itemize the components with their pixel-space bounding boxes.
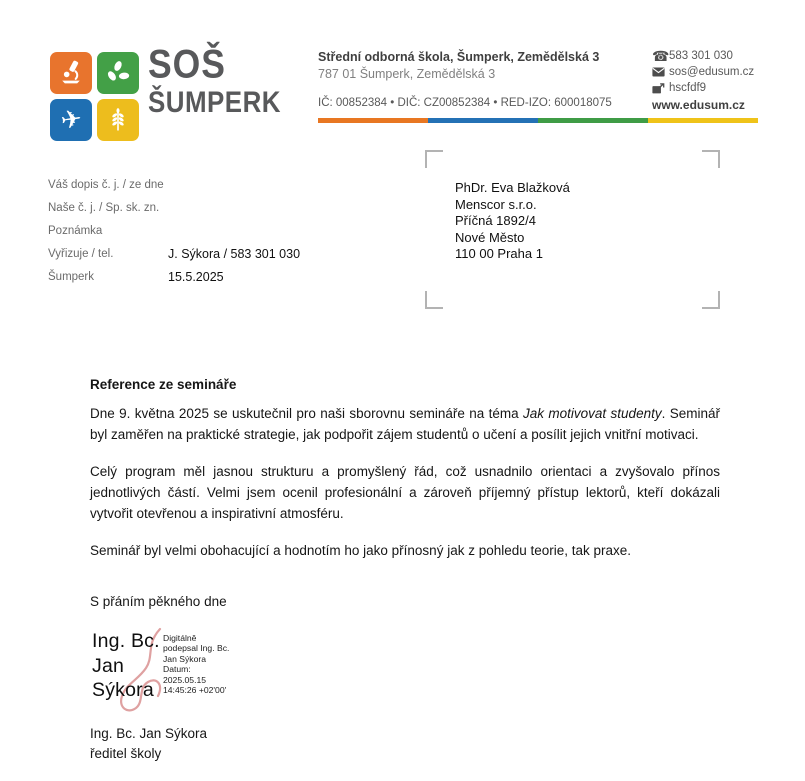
stamp-detail-line: Digitálně <box>163 633 197 643</box>
signer-role: ředitel školy <box>90 746 162 761</box>
paragraph-1-text: . Seminář byl zaměřen na praktické strategie, jak podpořit zájem studentů o učení a posílit jejich vnitřní motivaci. <box>90 406 720 442</box>
email-icon <box>652 67 669 77</box>
paragraph-2: Celý program měl jasnou strukturu a promyšlený řád, což usnadnilo orientaci a zvyšovalo přínos jednotlivých částí. Velmi jsem ocenil profesionální a zároveň příjemný přístup lektorů, kteří dokázali vytvořit otevřenou a inspirativní atmosféru. <box>90 464 720 521</box>
meta-row-sumperk-date <box>48 271 378 294</box>
paragraph-1-text: Dne 9. května 2025 se uskutečnil pro naši sborovnu semináře na téma <box>90 406 524 421</box>
brand-color-bar <box>318 118 758 123</box>
databox-id: hscfdf9 <box>669 82 707 94</box>
meta-value: J. Sýkora / 583 301 030 <box>168 247 301 261</box>
logo-title-line2: ŠUMPERK <box>148 85 281 119</box>
phone-icon: ☎ <box>652 48 670 64</box>
school-info <box>318 49 599 83</box>
stamp-detail-line: 14:45:26 +02'00' <box>163 685 227 696</box>
paragraph-1-italic: Jak motivovat studenty <box>523 406 662 421</box>
meta-label: Vyřizuje / tel. <box>48 248 114 260</box>
address-window-corner-bottom-left <box>425 291 443 309</box>
paragraph-1 <box>90 403 720 445</box>
paragraph-3: Seminář byl velmi obohacující a hodnotím ho jako přínosný jak z pohledu teorie, tak praxe. <box>90 543 632 558</box>
contact-phone-row <box>652 48 754 64</box>
stamp-name <box>92 629 160 703</box>
signer-name: Ing. Bc. Jan Sýkora <box>90 726 208 741</box>
stamp-name-line: Ing. Bc. <box>92 630 160 652</box>
wheat-icon <box>104 106 132 134</box>
airplane-icon: ✈ <box>58 104 84 135</box>
recipient-line: Menscor s.r.o. <box>455 196 537 212</box>
meta-row-nase-cj <box>48 202 378 225</box>
contact-email-row <box>652 64 754 80</box>
meta-label: Šumperk <box>48 271 95 283</box>
address-window-corner-top-left <box>425 150 443 168</box>
stamp-name-line: Sýkora <box>92 679 154 701</box>
closing-line: S přáním pěkného dne <box>90 594 227 609</box>
address-window-corner-bottom-right <box>702 291 720 309</box>
recipient-line: Příčná 1892/4 <box>455 213 536 228</box>
signer-block <box>90 724 207 764</box>
recipient-address <box>455 180 570 263</box>
address-window-corner-top-right <box>702 150 720 168</box>
meta-row-poznamka <box>48 225 378 248</box>
school-ids: IČ: 00852384 • DIČ: CZ00852384 • RED-IZO: 600018075 <box>318 97 612 109</box>
meta-row-vas-dopis <box>48 179 378 202</box>
recipient-line: Nové Město <box>455 229 525 245</box>
databox-icon <box>652 83 669 94</box>
logo-tile-airplane <box>50 99 92 141</box>
meta-value: 15.5.2025 <box>168 270 224 284</box>
recipient-line: 110 00 Praha 1 <box>455 246 543 261</box>
microscope-icon <box>57 59 85 87</box>
meta-label: Naše č. j. / Sp. sk. zn. <box>48 202 160 214</box>
bar-segment-orange <box>318 118 428 123</box>
stamp-name-line: Jan <box>92 654 125 677</box>
stamp-details <box>163 633 258 695</box>
logo-tile-wheat <box>97 99 139 141</box>
website-url: www.edusum.cz <box>652 98 745 112</box>
stamp-detail-line: Jan Sýkora <box>163 653 206 664</box>
email-address: sos@edusum.cz <box>669 66 755 78</box>
letter-meta <box>48 179 378 294</box>
bar-segment-yellow <box>648 118 758 123</box>
leaves-icon <box>104 59 132 87</box>
bar-segment-blue <box>428 118 538 123</box>
logo-tile-microscope <box>50 52 92 94</box>
logo-title-line1: SOŠ <box>148 41 226 87</box>
stamp-detail-line: Datum: <box>163 664 191 675</box>
digital-signature-stamp <box>92 629 230 703</box>
phone-number: 583 301 030 <box>669 50 733 62</box>
meta-row-vyrizuje <box>48 248 378 271</box>
contact-block <box>652 48 754 112</box>
stamp-detail-line: 2025.05.15 <box>163 674 207 685</box>
recipient-line: PhDr. Eva Blažková <box>455 180 570 195</box>
stamp-detail-line: podepsal Ing. Bc. <box>163 643 230 654</box>
letter-subject: Reference ze semináře <box>90 377 237 392</box>
school-name: Střední odborná škola, Šumperk, Zemědělská 3 <box>318 50 600 64</box>
letter-body <box>90 374 720 577</box>
bar-segment-green <box>538 118 648 123</box>
meta-label: Poznámka <box>48 225 103 237</box>
logo-wordmark <box>148 41 287 119</box>
logo-tile-leaves <box>97 52 139 94</box>
meta-label: Váš dopis č. j. / ze dne <box>48 179 164 191</box>
school-logo <box>50 52 138 140</box>
contact-databox-row <box>652 80 754 96</box>
school-address: 787 01 Šumperk, Zemědělská 3 <box>318 67 496 81</box>
